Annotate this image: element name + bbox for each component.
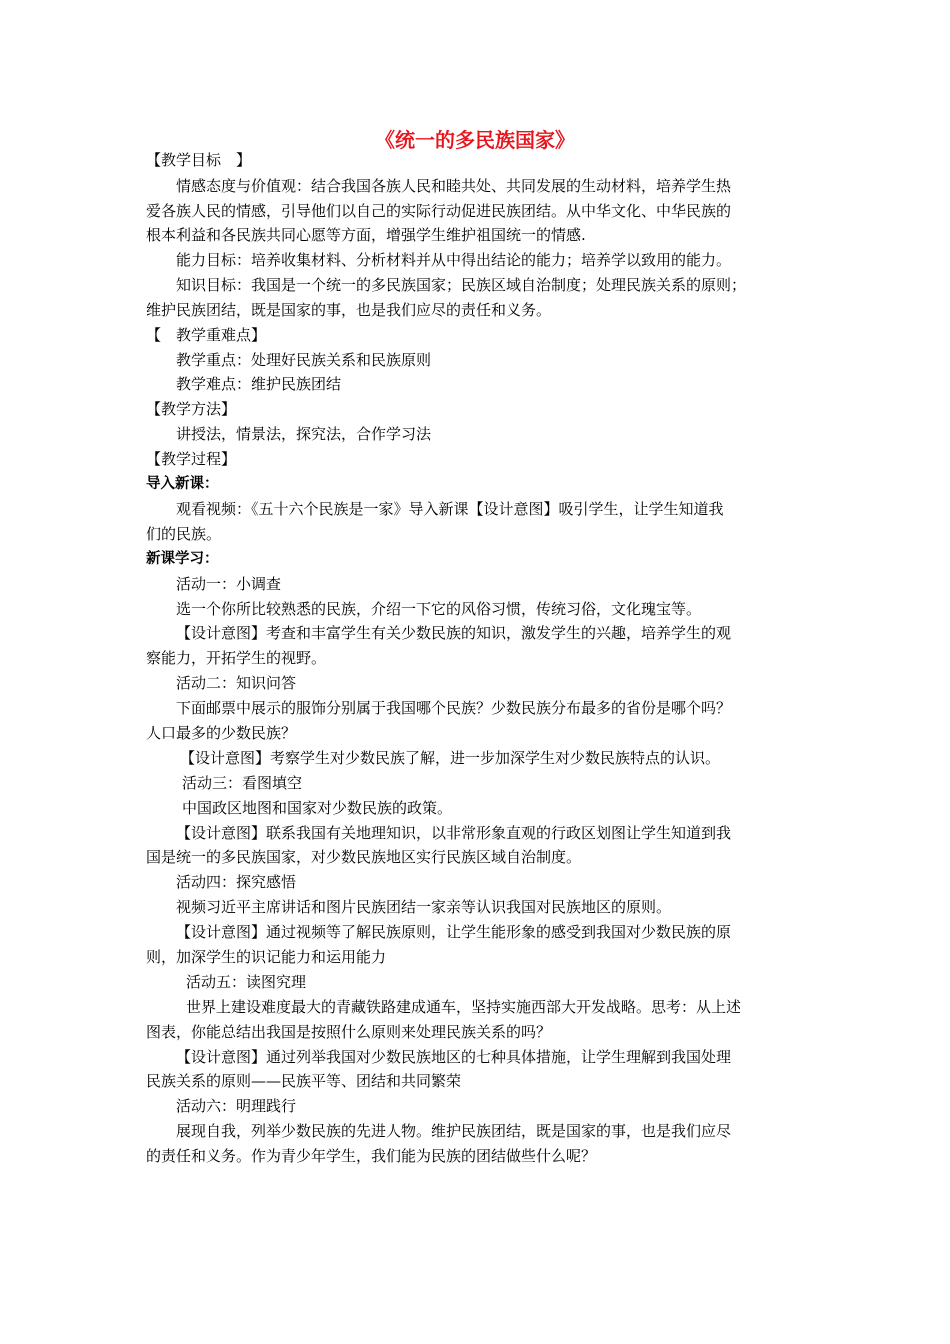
paragraph-line: 维护民族团结，既是国家的事，也是我们应尽的责任和义务。 xyxy=(146,301,552,319)
bold-heading: 导入新课： xyxy=(146,476,219,492)
section-heading: 【教学方法】 xyxy=(146,400,237,418)
paragraph-line: 下面邮票中展示的服饰分别属于我国哪个民族？少数民族分布最多的省份是哪个吗？ xyxy=(176,699,732,717)
paragraph-line: 国是统一的多民族国家，对少数民族地区实行民族区域自治制度。 xyxy=(146,848,582,866)
paragraph-line: 【设计意图】考察学生对少数民族了解，进一步加深学生对少数民族特点的认识。 xyxy=(180,749,721,767)
paragraph-line: 们的民族。 xyxy=(146,525,222,543)
paragraph-line: 观看视频：《五十六个民族是一家》导入新课【设计意图】吸引学生，让学生知道我 xyxy=(176,500,724,518)
activity-heading: 活动三：看图填空 xyxy=(182,774,303,792)
paragraph-line: 视频习近平主席讲话和图片民族团结一家亲等认识我国对民族地区的原则。 xyxy=(176,898,672,916)
paragraph-line: 人口最多的少数民族？ xyxy=(146,724,297,742)
paragraph-line: 的责任和义务。作为青少年学生，我们能为民族的团结做些什么呢？ xyxy=(146,1147,597,1165)
paragraph-line: 能力目标：培养收集材料、分析材料并从中得出结论的能力；培养学以致用的能力。 xyxy=(176,251,732,269)
paragraph-line: 【设计意图】通过视频等了解民族原则，让学生能形象的感受到我国对少数民族的原 xyxy=(176,923,732,941)
paragraph-line: 中国政区地图和国家对少数民族的政策。 xyxy=(182,799,453,817)
paragraph-line: 选一个你所比较熟悉的民族，介绍一下它的风俗习惯，传统习俗，文化瑰宝等。 xyxy=(176,600,702,618)
paragraph-line: 【设计意图】联系我国有关地理知识，以非常形象直观的行政区划图让学生知道到我 xyxy=(176,824,732,842)
paragraph-line: 教学重点：处理好民族关系和民族原则 xyxy=(176,351,432,369)
section-heading: 【 教学重难点】 xyxy=(146,326,267,344)
paragraph-line: 察能力，开拓学生的视野。 xyxy=(146,649,327,667)
paragraph-line: 讲授法，情景法，探究法，合作学习法 xyxy=(176,425,432,443)
paragraph-line: 民族关系的原则——民族平等、团结和共同繁荣 xyxy=(146,1072,462,1090)
activity-heading: 活动六：明理践行 xyxy=(176,1097,297,1115)
activity-heading: 活动四：探究感悟 xyxy=(176,873,297,891)
paragraph-line: 世界上建设难度最大的青藏铁路建成通车，坚持实施西部大开发战略。思考：从上述 xyxy=(186,998,742,1016)
activity-heading: 活动二：知识问答 xyxy=(176,674,297,692)
paragraph-line: 图表，你能总结出我国是按照什么原则来处理民族关系的吗？ xyxy=(146,1023,552,1041)
paragraph-line: 则，加深学生的识记能力和运用能力 xyxy=(146,948,387,966)
activity-heading: 活动一：小调查 xyxy=(176,575,282,593)
paragraph-line: 爱各族人民的情感，引导他们以自己的实际行动促进民族团结。从中华文化、中华民族的 xyxy=(146,202,732,220)
document-title: 《统一的多民族国家》 xyxy=(375,128,575,152)
paragraph-line: 【设计意图】考查和丰富学生有关少数民族的知识，激发学生的兴趣，培养学生的观 xyxy=(176,624,732,642)
paragraph-line: 教学难点：维护民族团结 xyxy=(176,375,342,393)
bold-heading: 新课学习： xyxy=(146,551,219,567)
section-heading: 【教学目标 】 xyxy=(146,151,252,169)
paragraph-line: 展现自我，列举少数民族的先进人物。维护民族团结，既是国家的事，也是我们应尽 xyxy=(176,1122,732,1140)
paragraph-line: 知识目标：我国是一个统一的多民族国家；民族区域自治制度；处理民族关系的原则； xyxy=(176,276,747,294)
paragraph-line: 根本利益和各民族共同心愿等方面，增强学生维护祖国统一的情感. xyxy=(146,226,586,244)
section-heading: 【教学过程】 xyxy=(146,450,237,468)
activity-heading: 活动五：读图究理 xyxy=(186,973,307,991)
paragraph-line: 【设计意图】通过列举我国对少数民族地区的七种具体措施，让学生理解到我国处理 xyxy=(176,1048,732,1066)
paragraph-line: 情感态度与价值观：结合我国各族人民和睦共处、共同发展的生动材料，培养学生热 xyxy=(176,177,732,195)
